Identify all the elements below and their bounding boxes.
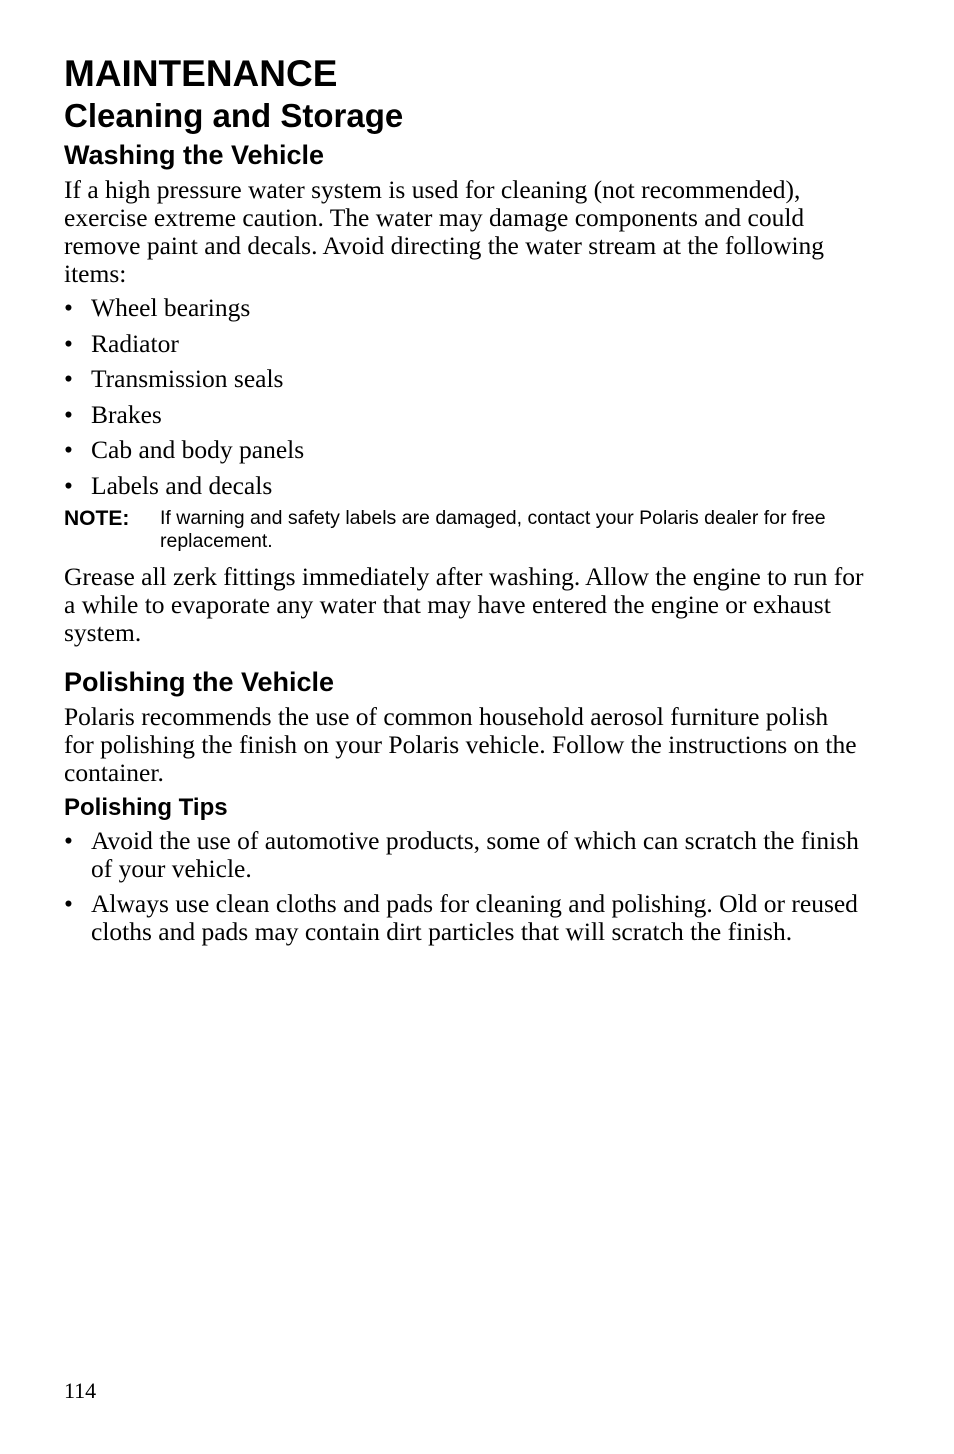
list-item: • Radiator: [64, 328, 179, 358]
list-item: • Cab and body panels: [64, 435, 305, 464]
polishing-tips-list: [64, 827, 864, 946]
list-item-text: Radiator: [91, 328, 179, 358]
list-item-text: Avoid the use of automotive products, some of which can scratch the finish of your vehicle.: [91, 826, 859, 883]
list-item-text: Cab and body panels: [91, 435, 305, 464]
list-item: • Always use clean cloths and pads for cleaning and polishing. Old or reused cloths and pads may contain dirt particles that will scratch the finish.: [64, 889, 858, 946]
polishing-intro: Polaris recommends the use of common household aerosol furniture polish for polishing the finish on your Polaris vehicle. Follow the instructions on the container.: [64, 702, 857, 787]
list-item: • Transmission seals: [64, 364, 284, 393]
polishing-tips-heading: Polishing Tips: [64, 794, 228, 821]
polishing-heading: Polishing the Vehicle: [64, 667, 335, 697]
washing-items-list: [64, 294, 864, 500]
section-title: MAINTENANCE: [64, 53, 338, 94]
list-item: • Labels and decals: [64, 470, 273, 500]
list-item-text: Transmission seals: [91, 364, 284, 393]
list-item: • Avoid the use of automotive products, some of which can scratch the finish of your vehicle.: [64, 826, 859, 883]
list-item-text: Wheel bearings: [91, 293, 251, 322]
list-item-text: Labels and decals: [91, 470, 273, 500]
page-number: 114: [64, 1378, 97, 1403]
list-item-text: Always use clean cloths and pads for cleaning and polishing. Old or reused cloths and pads may contain dirt particles that will scratch the finish.: [91, 889, 858, 946]
washing-heading: Washing the Vehicle: [64, 140, 325, 170]
washing-after: Grease all zerk fittings immediately after washing. Allow the engine to run for a while to evaporate any water that may have entered the engine or exhaust system.: [64, 562, 864, 647]
manual-page: [64, 52, 864, 953]
topic-title: Cleaning and Storage: [64, 97, 404, 134]
list-item-text: Brakes: [91, 399, 162, 429]
list-item: • Brakes: [64, 399, 162, 429]
note-block: [64, 507, 864, 553]
note-text: If warning and safety labels are damaged, contact your Polaris dealer for free replacement.: [160, 507, 826, 552]
washing-intro: If a high pressure water system is used for cleaning (not recommended), exercise extreme caution. The water may damage components and could remove paint and decals. Avoid directing the water stream at the following items:: [64, 175, 825, 288]
note-label: NOTE:: [64, 507, 130, 530]
list-item: • Wheel bearings: [64, 293, 251, 322]
